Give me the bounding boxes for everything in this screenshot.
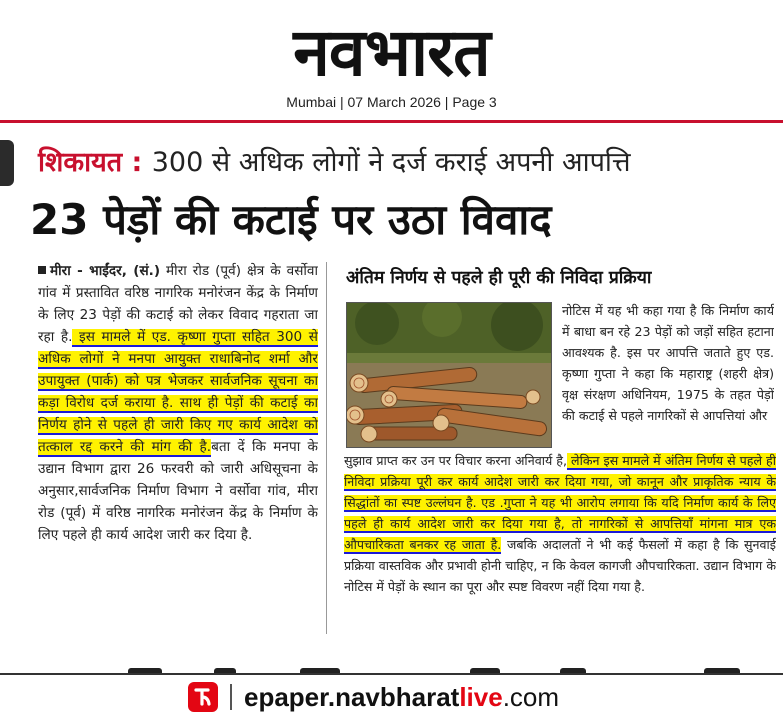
photo-illustration (347, 303, 552, 448)
page-side-tab[interactable] (0, 140, 14, 186)
kicker-label: शिकायत (38, 147, 123, 178)
paragraph-text: मीरा रोड (पूर्व) क्षेत्र के वर्सोवा गांव में प्रस्तावित वरिष्ठ नागरिक मनोरंजन केंद्र के निर्माण के लिए 23 पेड़ों की कटाई को लेकर विवाद गहराता जा रहा है. (38, 263, 318, 345)
kicker-text: 300 से अधिक लोगों ने दर्ज कराई अपनी आपत्ति (151, 147, 631, 178)
paragraph-text: नोटिस में यह भी कहा गया है कि निर्माण कार्य में बाधा बन रहे 23 पेड़ों को जड़ों सहित हटाना आवश्यक है. इस पर आपत्ति जताते हुए एड. कृष्णा गुप्ता ने कहा कि महाराष्ट्र (शहरी क्षेत्र) वृक्ष संरक्षण अधिनियम, 1975 के तहत पेड़ों की कटाई से पहले नागरिकों से आपत्तियां और (562, 303, 774, 423)
felled-trees-photo (346, 302, 552, 448)
kicker-separator: : (122, 147, 152, 178)
epaper-link[interactable]: epaper.navbharatlive.com (244, 682, 560, 712)
bullet-icon (38, 266, 46, 274)
cropped-next-headline (0, 660, 783, 674)
story-kicker (38, 142, 778, 184)
story-headline: 23 पेड़ों की कटाई पर उठा विवाद (30, 195, 552, 244)
column-divider (326, 262, 327, 634)
highlighted-text: लेकिन इस मामले में अंतिम निर्णय से पहले ही निविदा प्रक्रिया पूरी कर कार्य आदेश जारी कर दिया गया, जो कानून और प्राकृतिक न्याय के सिद्धांतों का स्पष्ट उल्लंघन है. एड .गुप्ता ने यह भी आरोप लगाया कि यदि निर्माण कार्य के लिए पहले ही कार्य आदेश जारी कर दिया गया है, तो नागरिकों से आपत्तियाँ मांगना मात्र एक औपचारिकता बनकर रह जाता है. (344, 453, 776, 552)
navbharat-logo-icon (188, 682, 218, 712)
story-column-left (38, 260, 318, 640)
masthead-divider (0, 120, 783, 123)
story-column-right-bottom (344, 450, 776, 640)
paragraph-text: बता दें कि मनपा के उद्यान विभाग द्वारा 26 फरवरी को जारी अधिसूचना के अनुसार,सार्वजनिक निर्माण विभाग ने वर्सोवा गांव, मीरा रोड (पूर्व) में वरिष्ठ नागरिक मनोरंजन केंद्र के निर्माण के लिए पहले ही कार्य आदेश जारी कर दिया है. (38, 439, 318, 543)
story-column-right-top (562, 300, 774, 452)
footer-divider (0, 673, 783, 675)
edition-dateline: Mumbai | 07 March 2026 | Page 3 (286, 94, 497, 110)
story-dateline: मीरा - भाईंदर, (सं.) (50, 263, 161, 279)
masthead (0, 0, 783, 120)
story-subhead: अंतिम निर्णय से पहले ही पूरी की निविदा प्रक्रिया (346, 268, 652, 288)
paragraph-text: सुझाव प्राप्त कर उन पर विचार करना अनिवार्य है, (344, 453, 567, 468)
paragraph-text: जबकि अदालतों ने भी कई फैसलों में कहा है कि सुनवाई प्रक्रिया वास्तविक और प्रभावी होनी चाहिए, न कि केवल कागजी औपचारिकता. उद्यान विभाग के नोटिस में पेड़ों के स्थान का पूरा और स्पष्ट विवरण नहीं दिया गया है. (344, 537, 776, 594)
footer-separator (230, 684, 232, 710)
highlighted-text: इस मामले में एड. कृष्णा गुप्ता सहित 300 से अधिक लोगों ने मनपा आयुक्त राधाबिनोद शर्मा और उपायुक्त (पार्क) को पत्र भेजकर सार्वजनिक सूचना का कड़ा विरोध दर्ज कराया है. साथ ही पेड़ों की कटाई का निर्णय होने से पहले ही जारी किए गए कार्य आदेश को तत्काल रद्द करने की मांग की है. (38, 329, 318, 455)
newspaper-logo: नवभारत (293, 14, 490, 91)
